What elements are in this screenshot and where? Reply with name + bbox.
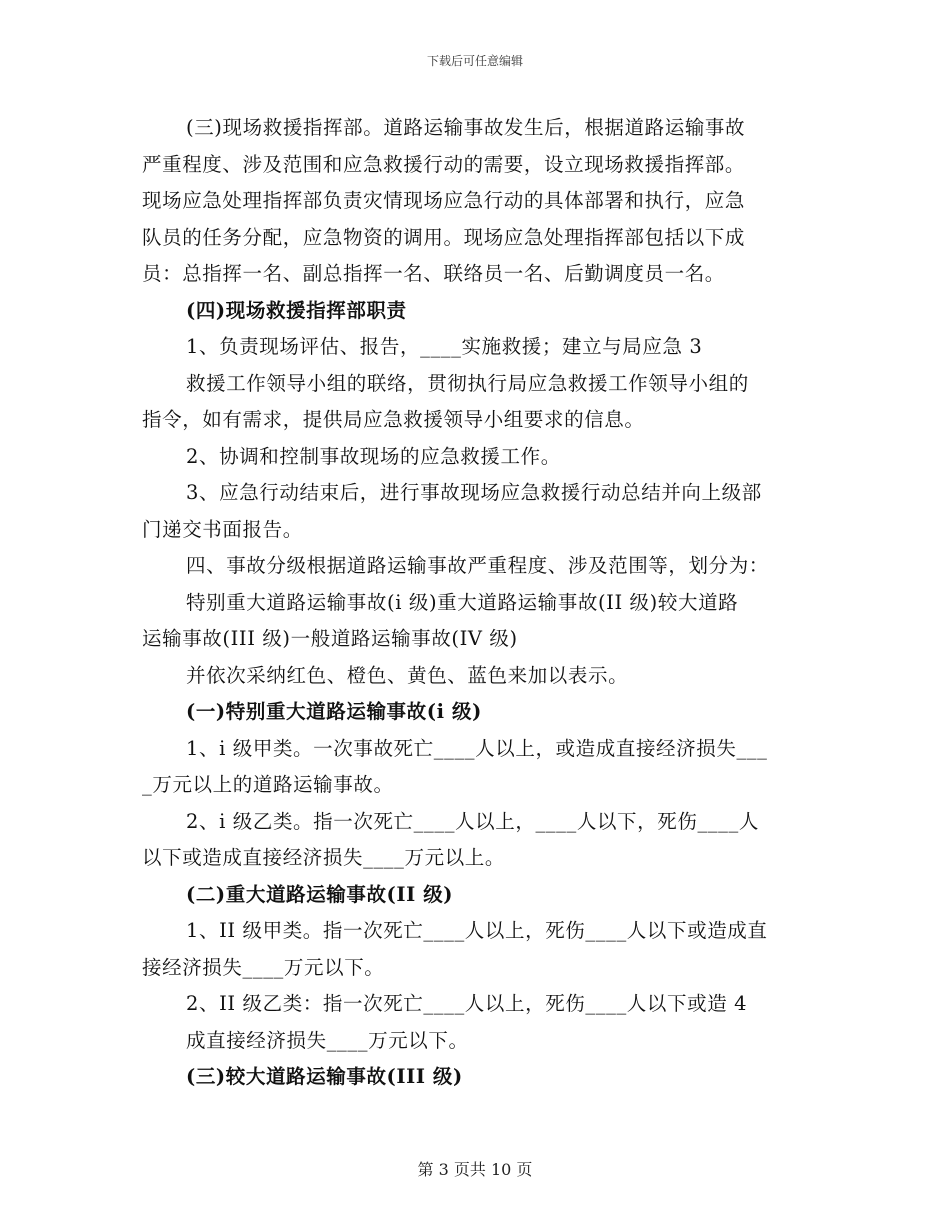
section-heading [142, 1059, 812, 1096]
text-line: 2、i 级乙类。指一次死亡____人以上，____人以下，死伤____人 [186, 809, 759, 833]
text-line: _万元以上的道路运输事故。 [142, 773, 394, 796]
paragraph [142, 913, 812, 986]
text-line: (三)现场救援指挥部。道路运输事故发生后，根据道路运输事故 [186, 116, 746, 139]
text-line: 成直接经济损失____万元以下。 [186, 1028, 469, 1052]
paragraph [142, 475, 812, 548]
text-line: 2、协调和控制事故现场的应急救援工作。 [186, 444, 561, 468]
text-line: 2、II 级乙类：指一次死亡____人以上，死伤____人以下或造 4 [186, 992, 748, 1015]
text-line: 接经济损失____万元以下。 [142, 955, 385, 979]
paragraph [142, 110, 812, 293]
text-line: (三)较大道路运输事故(III 级) [186, 1065, 463, 1088]
document-body [142, 110, 812, 1096]
paragraph [142, 804, 812, 877]
paragraph [142, 548, 812, 585]
text-line: 并依次采纳红色、橙色、黄色、蓝色来加以表示。 [186, 663, 629, 687]
text-line: (四)现场救援指挥部职责 [186, 298, 407, 322]
text-line: 1、i 级甲类。一次事故死亡____人以上，或造成直接经济损失___ [186, 736, 768, 760]
section-heading [142, 694, 812, 731]
text-line: 特别重大道路运输事故(i 级)重大道路运输事故(II 级)较大道路 [186, 590, 739, 614]
text-line: 救援工作领导小组的联络，贯彻执行局应急救援工作领导小组的 [186, 371, 749, 395]
text-line: 队员的任务分配，应急物资的调用。现场应急处理指挥部包括以下成 [142, 225, 746, 249]
text-line: 3、应急行动结束后，进行事故现场应急救援行动总结并向上级部 [186, 481, 762, 504]
paragraph [142, 658, 812, 695]
paragraph [142, 329, 812, 366]
paragraph [142, 439, 812, 476]
text-line: 1、II 级甲类。指一次死亡____人以上，死伤____人以下或造成直 [186, 919, 768, 942]
paragraph [142, 366, 812, 439]
text-line: 严重程度、涉及范围和应急救援行动的需要，设立现场救援指挥部。 [142, 152, 746, 176]
text-line: 四、事故分级根据道路运输事故严重程度、涉及范围等，划分为： [186, 554, 769, 577]
paragraph [142, 986, 812, 1023]
paragraph [142, 731, 812, 804]
paragraph [142, 1023, 812, 1060]
text-line: 以下或造成直接经济损失____万元以上。 [142, 846, 506, 869]
page-header: 下载后可任意编辑 [426, 54, 523, 68]
text-line: 员：总指挥一名、副总指挥一名、联络员一名、后勤调度员一名。 [142, 262, 725, 285]
text-line: 1、负责现场评估、报告，____实施救援；建立与局应急 3 [186, 335, 703, 358]
text-line: 指令，如有需求，提供局应急救援领导小组要求的信息。 [142, 408, 645, 431]
section-heading [142, 877, 812, 914]
text-line: (一)特别重大道路运输事故(i 级) [186, 700, 482, 723]
page-footer: 第 3 页共 10 页 [417, 1160, 533, 1179]
text-line: (二)重大道路运输事故(II 级) [186, 882, 454, 906]
section-heading [142, 293, 812, 330]
text-line: 门递交书面报告。 [142, 517, 303, 541]
text-line: 现场应急处理指挥部负责灾情现场应急行动的具体部署和执行，应急 [142, 189, 746, 212]
text-line: 运输事故(III 级)一般道路运输事故(IV 级) [142, 627, 518, 650]
paragraph [142, 585, 812, 658]
